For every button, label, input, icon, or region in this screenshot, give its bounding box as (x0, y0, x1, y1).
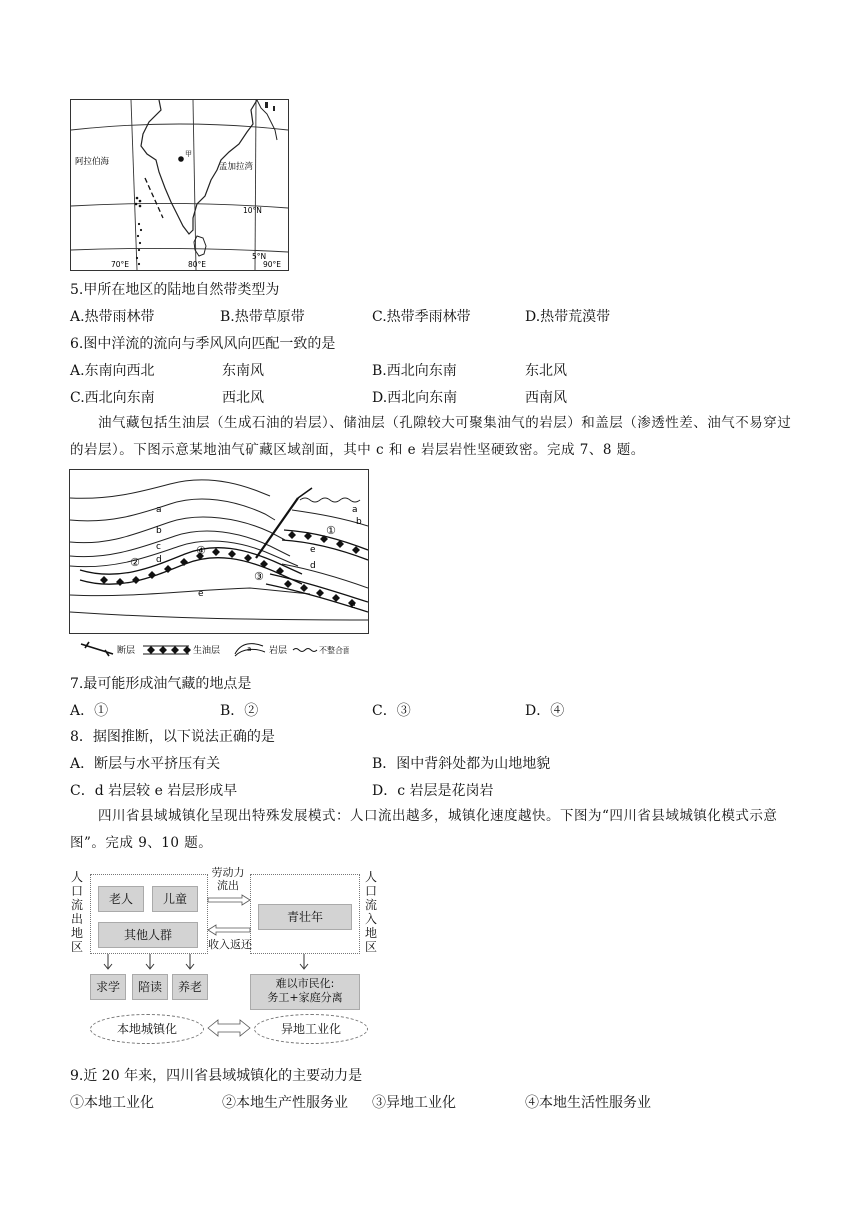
question-5-option-a: A.热带雨林带 (70, 309, 155, 325)
legend-source-rock-label: 生油层 (193, 646, 221, 656)
other-people-box: 其他人群 (98, 922, 198, 948)
layer-d-right-label: d (310, 561, 316, 571)
question-6-option-b-direction: B.西北向东南 (372, 363, 457, 379)
double-arrow (206, 1018, 252, 1038)
legend-stratum-sample: a (247, 645, 252, 653)
layer-a-label: a (156, 505, 162, 515)
down-arrow (186, 954, 194, 969)
point-4-label: ④ (196, 544, 206, 557)
elderly-care-box: 养老 (172, 974, 208, 1000)
question-9-option-4: ④本地生活性服务业 (525, 1095, 651, 1111)
legend-unconformity-label: 不整合面 (319, 646, 349, 655)
inflow-region-label: 人口流入地区 (364, 870, 377, 954)
unconformity-line (300, 498, 360, 502)
hard-to-urbanize-box (250, 974, 360, 1010)
question-7-option-d: D．④ (525, 703, 565, 719)
island (265, 102, 268, 108)
question-7-option-c: C．③ (372, 703, 411, 719)
middle-arrows (206, 894, 252, 938)
longitude-90e-label: 90°E (263, 260, 282, 269)
question-5-option-d: D.热带荒漠带 (525, 309, 611, 325)
remote-industrialization-oval: 异地工业化 (254, 1014, 368, 1044)
question-9-option-2: ②本地生产性服务业 (222, 1095, 348, 1111)
intro-questions-9-10: 四川省县域城镇化呈现出特殊发展模式：人口流出越多，城镇化速度越快。下图为“四川省县域城镇化模式示意图”。完成 9、10 题。 (70, 808, 778, 851)
layer-a-right-label: a (352, 505, 358, 515)
question-6-option-a-wind: 东南风 (222, 363, 264, 379)
point-3-label: ③ (254, 570, 264, 583)
study-box: 求学 (90, 974, 126, 1000)
legend-diamonds (147, 646, 191, 654)
question-5-option-b: B.热带草原带 (220, 309, 305, 325)
legend-fault-label: 断层 (117, 646, 136, 656)
longitude-70e-label: 70°E (111, 260, 130, 269)
question-5-stem: 5.甲所在地区的陆地自然带类型为 (70, 282, 280, 298)
stratum-line (70, 612, 368, 620)
source-rock-band-top (80, 548, 302, 575)
legend-unconformity-symbol (293, 649, 317, 652)
question-8-option-a: A．断层与水平挤压有关 (70, 756, 221, 772)
question-5-option-c: C.热带季雨林带 (372, 309, 471, 325)
young-adults-box: 青壮年 (258, 904, 352, 930)
question-9-option-1: ①本地工业化 (70, 1095, 154, 1111)
right-arrow (208, 895, 250, 905)
geology-section-svg (70, 470, 368, 633)
stratum-line (70, 531, 290, 557)
source-rock-diamonds-right (288, 531, 360, 554)
point-1-label: ① (326, 524, 336, 537)
question-6-option-b-wind: 东北风 (525, 363, 567, 379)
stratum-line (70, 588, 310, 596)
source-rock-diamonds-lower-right (284, 580, 356, 607)
fault-line (298, 488, 312, 498)
hard-to-urbanize-line2: 务工+家庭分离 (267, 991, 343, 1004)
down-arrow (104, 954, 112, 969)
question-8-option-d: D．c 岩层是花岗岩 (372, 783, 494, 799)
down-arrow (146, 954, 154, 969)
layer-e-lower-right-label: e (350, 601, 356, 611)
longitude-70e-line (131, 100, 137, 270)
question-6-option-d-direction: D.西北向东南 (372, 390, 458, 406)
hard-to-urbanize-line1: 难以市民化: (275, 977, 335, 990)
legend-fault-symbol (81, 642, 113, 656)
question-6-option-d-wind: 西南风 (525, 390, 567, 406)
source-rock-band-bottom (80, 558, 302, 585)
question-6-option-c-direction: C.西北向东南 (70, 390, 155, 406)
urbanization-diagram (68, 866, 384, 1046)
latitude-10n-label: 10°N (243, 206, 262, 215)
island (273, 106, 275, 111)
ocean-current-dashed-line (145, 178, 163, 218)
outflow-region-label: 人口流出地区 (70, 870, 83, 954)
geology-section-figure (69, 469, 369, 634)
question-7-stem: 7.最可能形成油气藏的地点是 (70, 676, 252, 692)
question-8-option-c: C．d 岩层较 e 岩层形成早 (70, 783, 238, 799)
intro-questions-7-8: 油气藏包括生油层（生成石油的岩层）、储油层（孔隙较大可聚集油气的岩层）和盖层（渗透性差、油气不易穿过的岩层）。下图示意某地油气矿藏区域剖面，其中 c 和 e 岩层岩性坚硬致密。完成 7、8 题。 (70, 415, 792, 458)
layer-b-right-label: b (356, 517, 362, 527)
stratum-line (282, 564, 368, 588)
stratum-line (70, 499, 275, 521)
question-8-stem: 8．据图推断，以下说法正确的是 (70, 729, 275, 745)
location-jia-marker (178, 156, 184, 162)
question-6-option-c-wind: 西北风 (222, 390, 264, 406)
longitude-90e-line (255, 100, 256, 270)
question-9-option-3: ③异地工业化 (372, 1095, 456, 1111)
bay-of-bengal-label: 孟加拉湾 (219, 162, 254, 172)
layer-b-label: b (156, 526, 162, 536)
arabian-sea-label: 阿拉伯海 (75, 157, 110, 167)
stratum-line (70, 480, 270, 498)
question-6-stem: 6.图中洋流的流向与季风风向匹配一致的是 (70, 336, 336, 352)
india-map-svg (71, 100, 288, 270)
layer-e-label: e (198, 589, 204, 599)
question-8-option-b: B．图中背斜处都为山地地貌 (372, 756, 551, 772)
labor-outflow-label: 劳动力流出 (211, 866, 245, 892)
question-6-option-a-direction: A.东南向西北 (70, 363, 155, 379)
accompany-study-box: 陪读 (132, 974, 168, 1000)
point-2-label: ② (130, 556, 140, 569)
location-jia-label: 甲 (185, 150, 192, 158)
local-urbanization-oval: 本地城镇化 (90, 1014, 204, 1044)
geology-legend-svg (79, 640, 349, 658)
latitude-5n-label: 5°N (252, 252, 267, 261)
down-arrow-right (294, 952, 314, 974)
children-box: 儿童 (152, 886, 198, 912)
down-arrows (90, 952, 210, 974)
question-9-stem: 9.近 20 年来，四川省县域城镇化的主要动力是 (70, 1068, 363, 1084)
layer-d-label: d (156, 555, 162, 565)
layer-c-label: c (156, 542, 161, 552)
layer-e-right-label: e (310, 545, 316, 555)
question-7-option-b: B．② (220, 703, 259, 719)
income-return-label: 收入返还 (208, 938, 252, 951)
question-7-option-a: A．① (70, 703, 109, 719)
elderly-box: 老人 (98, 886, 144, 912)
longitude-80e-label: 80°E (188, 260, 207, 269)
india-map-figure (70, 99, 289, 271)
left-arrow (208, 925, 250, 935)
geology-legend (79, 640, 349, 658)
legend-stratum-label: 岩层 (269, 646, 288, 656)
